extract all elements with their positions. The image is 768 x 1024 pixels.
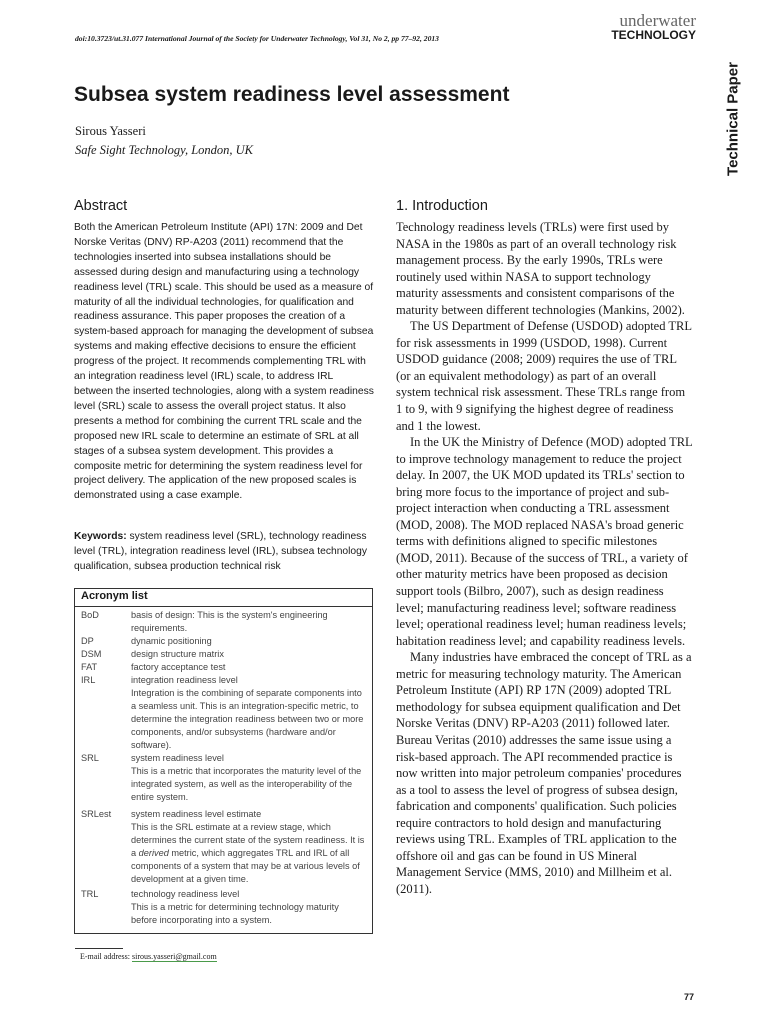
abstract-heading: Abstract <box>74 198 128 214</box>
acronym-definition: technology readiness level <box>131 889 240 899</box>
acronym-abbr: BoD <box>81 610 99 620</box>
abstract-body: Both the American Petroleum Institute (API) 17N: 2009 and Det Norske Veritas (DNV) RP-A203 (2011) recommend that the technologies inserted into subsea installations should be assessed during design and manufacturing using a technology readiness level (TRL) scale. This should be used as a measure of maturity of all the individual technologies, for qualification and readiness assurance. This paper proposes the creation of a system-based approach for managing the development of subsea systems and making effective decisions to ensure the efficient progress of the project. It recommends complementing TRL with an integration readiness level (IRL) scale, to address IRL between the inserted technologies, along with a system readiness level (SRL) scale to assess the overall project status. It also presents a method for combining the current TRL scale and the proposed new IRL scale to determine an estimate of SRL at all stages of a subsea system development. This provides a composite metric for determining the system readiness level for project delivery. The application of the new proposed scales is demonstrated using a case example. <box>74 222 374 502</box>
acronym-abbr: FAT <box>81 662 98 672</box>
acronym-abbr: TRL <box>81 889 99 899</box>
acronym-definition: integration readiness level <box>131 675 238 685</box>
intro-paragraph: The US Department of Defense (USDOD) adopted TRL for risk assessments in 1999 (USDOD, 1998). Current USDOD guidance (2008; 2009) requires the use of TRL (or an equivalent methodology) as part of an overall system technical risk assessment. These TRLs range from 1 to 9, with 9 signifying the highest degree of readiness and 1 the lowest. <box>396 319 692 433</box>
acronym-abbr: SRLest <box>81 809 112 819</box>
intro-paragraph: Technology readiness levels (TRLs) were first used by NASA in the 1980s as part of an overall technology risk management process. By the early 1990s, TRLs were routinely used within NASA to support technology maturity assessments and consistent comparisons of the maturity between different technologies (Mankins, 2002). <box>396 220 685 317</box>
introduction-body <box>396 219 694 897</box>
introduction-heading: 1. Introduction <box>396 198 488 214</box>
keywords-text: system readiness level (SRL), technology readiness level (TRL), integration readiness level (IRL), subsea technology qualification, subsea production technical risk <box>74 531 368 572</box>
page-number: 77 <box>683 992 694 1002</box>
journal-brand-bottom: TECHNOLOGY <box>611 28 696 42</box>
acronym-definition: design structure matrix <box>131 649 224 659</box>
acronym-abbr: DP <box>81 636 94 646</box>
keywords-label: Keywords: <box>74 531 127 542</box>
email-label: E-mail address: <box>80 952 132 961</box>
acronym-abbr: SRL <box>81 753 99 763</box>
footnote-email <box>80 952 217 961</box>
article-title: Subsea system readiness level assessment <box>74 83 510 106</box>
intro-paragraph: Many industries have embraced the concept of TRL as a metric for measuring technology maturity. The American Petroleum Institute (API) RP 17N (2009) adopted TRL methodology for subsea equipment qualification and Det Norske Veritas (DNV) RP-A203 (2011) followed later. Bureau Veritas (2010) addresses the same issue using a risk-based approach. The API recommended practice is now written into major petroleum companies' procedures as a tool to assess the level of progress of subsea design, fabrication and components' qualification. Such policies require contractors to hold design and manufacturing reviews using TRL. Examples of TRL application to the offshore oil and gas can be found in US Mineral Management Service (MMS, 2010) and Millheim et al. (2011). <box>396 650 692 896</box>
acronym-list-heading: Acronym list <box>81 590 148 602</box>
acronym-list-divider <box>75 606 372 607</box>
acronym-description: Integration is the combining of separate components into a seamless unit. This is an integration-specific metric, to determine the integration readiness between two or more components, and/or subsystems (hardware and/or software). <box>131 688 364 750</box>
keywords <box>74 529 374 574</box>
acronym-definition: factory acceptance test <box>131 662 226 672</box>
acronym-description-part: metric, which aggregates TRL and IRL of all components of a system that may be at various levels of development at a given time. <box>131 848 360 884</box>
citation-line: doi:10.3723/ut.31.077 International Journal of the Society for Underwater Technology, Vol 31, No 2, pp 77–92, 2013 <box>75 34 439 43</box>
acronym-abbr: IRL <box>81 675 96 685</box>
acronym-definition: system readiness level estimate <box>131 809 262 819</box>
acronym-description <box>131 821 365 886</box>
author-name: Sirous Yasseri <box>75 124 146 138</box>
email-link[interactable]: sirous.yasseri@gmail.com <box>131 952 217 961</box>
section-label <box>716 44 750 194</box>
acronym-abbr: DSM <box>81 649 102 659</box>
acronym-definition: system readiness level <box>131 753 224 763</box>
acronym-description-emphasis: derived <box>138 848 169 858</box>
acronym-description: This is a metric for determining technology maturity before incorporating into a system. <box>131 902 339 925</box>
acronym-definition: basis of design: This is the system's engineering requirements. <box>131 610 328 633</box>
acronym-description: This is a metric that incorporates the maturity level of the integrated system, as well as the interoperability of the entire system. <box>131 766 362 802</box>
footnote-rule <box>75 948 123 949</box>
section-label-text: Technical Paper <box>724 62 742 176</box>
acronym-description-part: This is the SRL estimate at a review stage, which determines the current state of the system readiness. It is a <box>131 822 365 858</box>
journal-brand-top: underwater <box>619 11 696 30</box>
acronym-list-box <box>74 588 373 934</box>
author-affiliation: Safe Sight Technology, London, UK <box>75 143 254 157</box>
acronym-definition: dynamic positioning <box>131 636 212 646</box>
intro-paragraph: In the UK the Ministry of Defence (MOD) adopted TRL to improve technology management to reduce the project delay. In 2007, the UK MOD updated its TRLs' section to bring more focus to the importance of project and sub-project interaction when conducting a TRL assessment (MOD, 2008). The MOD replaced NASA's broad generic terms with definitions aligned to specific milestones (MOD, 2011). Because of the success of TRL, a variety of other maturity metrics have been proposed as decision support tools (Bilbro, 2007), such as design readiness level; manufacturing readiness level; software readiness level; operational readiness level; human readiness levels; habitation readiness level; and capability readiness levels. <box>396 435 693 648</box>
